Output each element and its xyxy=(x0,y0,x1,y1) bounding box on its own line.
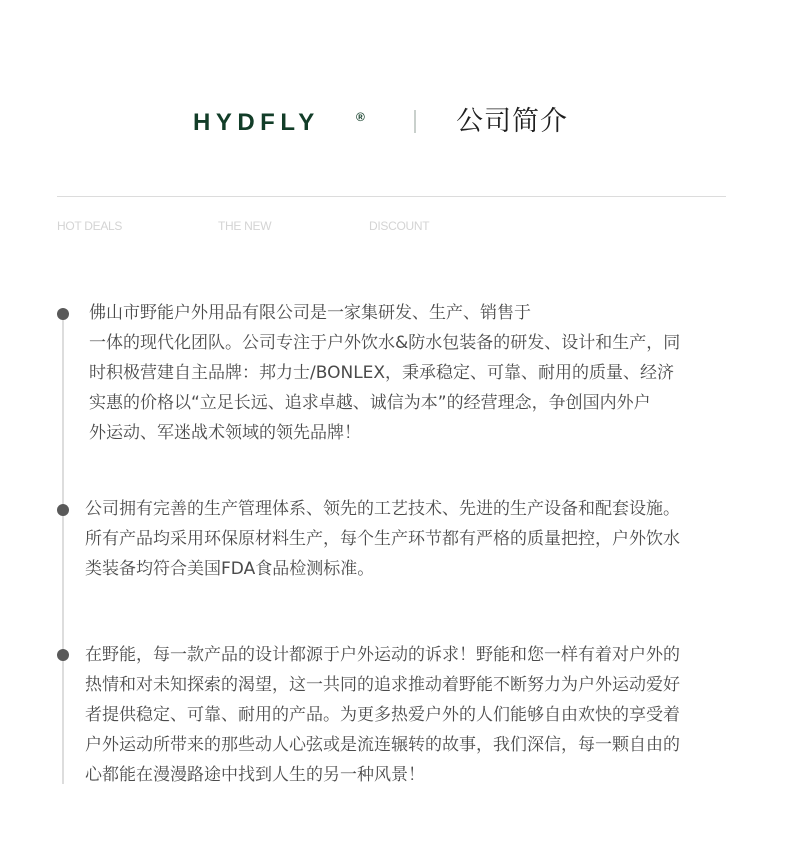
tab-bar xyxy=(57,218,737,234)
timeline-line xyxy=(62,314,64,784)
paragraph-line: 类装备均符合美国FDA食品检测标准。 xyxy=(85,559,375,579)
paragraph-line: 热情和对未知探索的渴望，这一共同的追求推动着野能不断努力为户外运动爱好 xyxy=(85,675,680,695)
timeline-bullet-3 xyxy=(57,649,69,661)
header-divider xyxy=(414,110,416,133)
paragraph-line: 时积极营建自主品牌：邦力士/BONLEX，秉承稳定、可靠、耐用的质量、经济 xyxy=(89,363,675,383)
tab-discount[interactable]: DISCOUNT xyxy=(369,219,430,233)
section-3-paragraph xyxy=(85,640,725,790)
paragraph-line: 公司拥有完善的生产管理体系、领先的工艺技术、先进的生产设备和配套设施。 xyxy=(85,499,680,519)
timeline-bullet-1 xyxy=(57,308,69,320)
page-title: 公司简介 xyxy=(456,106,568,137)
paragraph-line: 实惠的价格以“立足长远、追求卓越、诚信为本”的经营理念，争创国内外户 xyxy=(89,393,651,413)
paragraph-line: 者提供稳定、可靠、耐用的产品。为更多热爱户外的人们能够自由欢快的享受着 xyxy=(85,705,680,725)
paragraph-line: 心都能在漫漫路途中找到人生的另一种风景！ xyxy=(85,765,425,785)
brand-logo: HYDFLY xyxy=(193,109,320,136)
paragraph-line: 外运动、军迷战术领域的领先品牌！ xyxy=(89,423,361,443)
paragraph-line: 一体的现代化团队。公司专注于户外饮水&防水包装备的研发、设计和生产，同 xyxy=(89,333,681,353)
section-1-paragraph xyxy=(89,298,729,448)
paragraph-line: 在野能，每一款产品的设计都源于户外运动的诉求！野能和您一样有着对户外的 xyxy=(85,645,680,665)
paragraph-line: 户外运动所带来的那些动人心弦或是流连辗转的故事，我们深信，每一颗自由的 xyxy=(85,735,680,755)
paragraph-line: 佛山市野能户外用品有限公司是一家集研发、生产、销售于 xyxy=(89,303,531,323)
section-2-paragraph xyxy=(85,494,725,584)
tab-the-new[interactable]: THE NEW xyxy=(218,219,272,233)
tab-hot-deals[interactable]: HOT DEALS xyxy=(57,219,123,233)
header xyxy=(0,100,790,150)
registered-mark: ® xyxy=(356,110,365,124)
timeline-bullet-2 xyxy=(57,504,69,516)
horizontal-divider xyxy=(57,196,726,197)
paragraph-line: 所有产品均采用环保原材料生产，每个生产环节都有严格的质量把控，户外饮水 xyxy=(85,529,680,549)
